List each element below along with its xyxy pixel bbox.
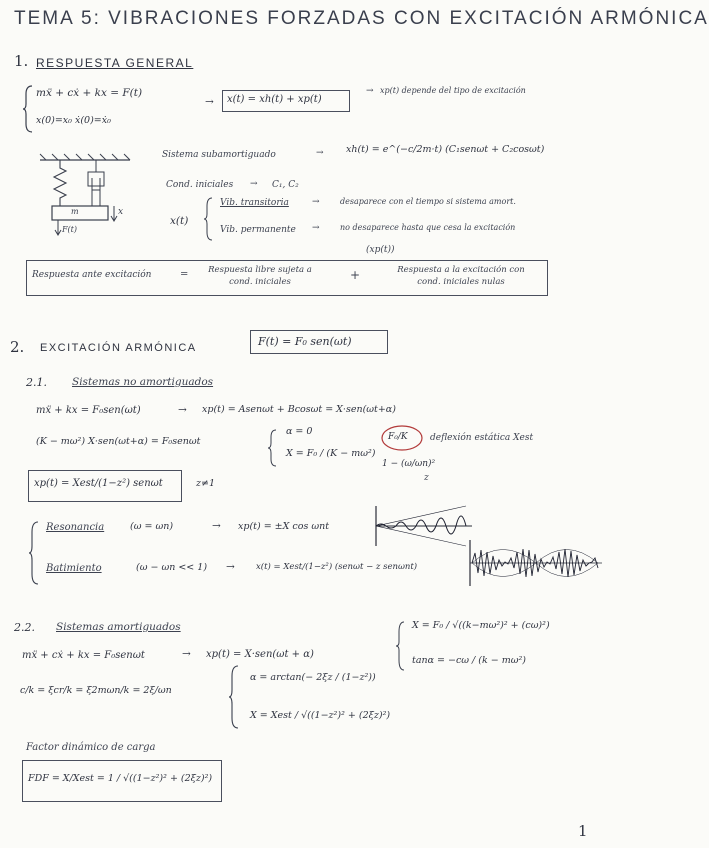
resonance-condition: (ω = ωn) bbox=[130, 521, 174, 532]
alpha-damped: α = arctan(− 2ξz / (1−z²)) bbox=[250, 672, 376, 683]
xp-undamped-result: xp(t) = Xest/(1−z²) senωt bbox=[34, 478, 163, 489]
sub22-title: Sistemas amortiguados bbox=[56, 621, 181, 633]
page-number: 1 bbox=[578, 822, 588, 840]
arrow-2: → bbox=[316, 148, 324, 158]
fdf-formula: FDF = X/Xest = 1 / √((1−z²)² + (2ξz)²) bbox=[28, 773, 213, 784]
arrow-9: → bbox=[182, 648, 191, 660]
xt-label: x(t) bbox=[170, 215, 189, 227]
fdf-label: Factor dinámico de carga bbox=[26, 742, 156, 753]
damped-xp: xp(t) = X·sen(ωt + α) bbox=[206, 649, 314, 660]
diagram-x-label: x bbox=[118, 207, 124, 217]
arrow-xp: → bbox=[366, 86, 374, 96]
arrow-8: → bbox=[226, 561, 235, 573]
transient-note: desaparece con el tiempo si sistema amort. bbox=[340, 197, 516, 206]
damped-brace bbox=[228, 664, 240, 730]
arrow-4: → bbox=[312, 197, 320, 207]
beating-label: Batimiento bbox=[46, 563, 102, 574]
z-label: z bbox=[424, 473, 429, 483]
arrow-1: → bbox=[205, 96, 214, 108]
homogeneous-solution: xh(t) = e^(−c/2m·t) (C₁senωt + C₂cosωt) bbox=[346, 144, 545, 155]
tan-alpha: tanα = −cω / (k − mω²) bbox=[412, 655, 527, 666]
resonance-eq: xp(t) = ±X cos ωnt bbox=[238, 521, 330, 532]
diagram-force-label: F(t) bbox=[62, 225, 78, 234]
damping-ratio: c/k = ξcr/k = ξ2mωn/k = 2ξ/ωn bbox=[20, 685, 172, 696]
section-2-heading: EXCITACIÓN ARMÓNICA bbox=[40, 342, 197, 354]
undamped-eq2: (K − mω²) X·sen(ωt+α) = F₀senωt bbox=[36, 436, 201, 447]
cond-label: Cond. iniciales bbox=[166, 180, 234, 190]
arrow-6: → bbox=[178, 404, 187, 416]
cases-brace bbox=[28, 520, 40, 586]
equals-sign: = bbox=[180, 269, 189, 280]
permanent-xp-tag: (xp(t)) bbox=[366, 245, 395, 255]
spring-mass-diagram bbox=[38, 150, 138, 240]
resonance-label: Resonancia bbox=[46, 522, 105, 533]
freq-ratio: 1 − (ω/ωn)² bbox=[382, 459, 436, 469]
subdamped-label: Sistema subamortiguado bbox=[162, 150, 276, 160]
static-deflection-label: deflexión estática Xest bbox=[430, 433, 534, 443]
beating-condition: (ω − ωn << 1) bbox=[136, 562, 208, 573]
solution-sum: x(t) = xh(t) + xp(t) bbox=[227, 94, 322, 105]
right-brace bbox=[396, 620, 406, 672]
permanent-note: no desaparece hasta que cesa la excitación bbox=[340, 223, 516, 232]
diagram-mass-label: m bbox=[71, 207, 79, 216]
cond-constants: C₁, C₂ bbox=[272, 180, 299, 190]
transient-label: Vib. transitoria bbox=[220, 198, 289, 208]
damped-eq: mẍ + cẋ + kx = F₀senωt bbox=[22, 650, 145, 661]
X-undamped: X = F₀ / (K − mω²) bbox=[286, 448, 376, 459]
harmonic-force: F(t) = F₀ sen(ωt) bbox=[258, 335, 352, 348]
X-damped: X = Xest / √((1−z²)² + (2ξz)²) bbox=[250, 710, 391, 721]
initial-conditions: x(0)=x₀ ẋ(0)=ẋ₀ bbox=[36, 115, 111, 126]
sub21-title: Sistemas no amortiguados bbox=[72, 376, 214, 388]
undamped-brace bbox=[268, 428, 278, 468]
response-left: Respuesta ante excitación bbox=[32, 270, 152, 280]
plus-sign: + bbox=[350, 268, 361, 282]
section-1-number: 1. bbox=[14, 52, 29, 70]
xt-brace bbox=[204, 196, 214, 242]
fk-label: F₀/K bbox=[388, 432, 408, 442]
z-condition: z≠1 bbox=[196, 478, 216, 489]
resonance-plot bbox=[372, 502, 476, 548]
xp-note: xp(t) depende del tipo de excitación bbox=[380, 86, 526, 95]
arrow-7: → bbox=[212, 520, 221, 532]
response-middle: Respuesta libre sujeta a cond. iniciales bbox=[208, 265, 312, 287]
beating-plot bbox=[466, 538, 606, 588]
undamped-eq: mẍ + kx = F₀sen(ωt) bbox=[36, 405, 141, 416]
page-title: TEMA 5: VIBRACIONES FORZADAS CON EXCITACIÓN ARMÓNICA bbox=[14, 8, 709, 29]
response-right: Respuesta a la excitación con cond. iniciales nulas bbox=[397, 265, 525, 287]
system-brace bbox=[22, 84, 34, 134]
X-damped-right: X = F₀ / √((k−mω²)² + (cω)²) bbox=[412, 620, 550, 631]
sub22-number: 2.2. bbox=[14, 621, 35, 634]
undamped-xp: xp(t) = Asenωt + Bcosωt = X·sen(ωt+α) bbox=[202, 404, 396, 415]
permanent-label: Vib. permanente bbox=[220, 225, 296, 235]
section-1-heading: RESPUESTA GENERAL bbox=[36, 56, 194, 70]
alpha-zero: α = 0 bbox=[286, 426, 313, 437]
section-2-number: 2. bbox=[10, 338, 25, 356]
equation-of-motion: mẍ + cẋ + kx = F(t) bbox=[36, 87, 143, 99]
arrow-3: → bbox=[250, 179, 258, 189]
beating-eq: x(t) = Xest/(1−z²) (senωt − z senωnt) bbox=[256, 562, 418, 572]
arrow-5: → bbox=[312, 223, 320, 233]
sub21-number: 2.1. bbox=[26, 376, 47, 389]
